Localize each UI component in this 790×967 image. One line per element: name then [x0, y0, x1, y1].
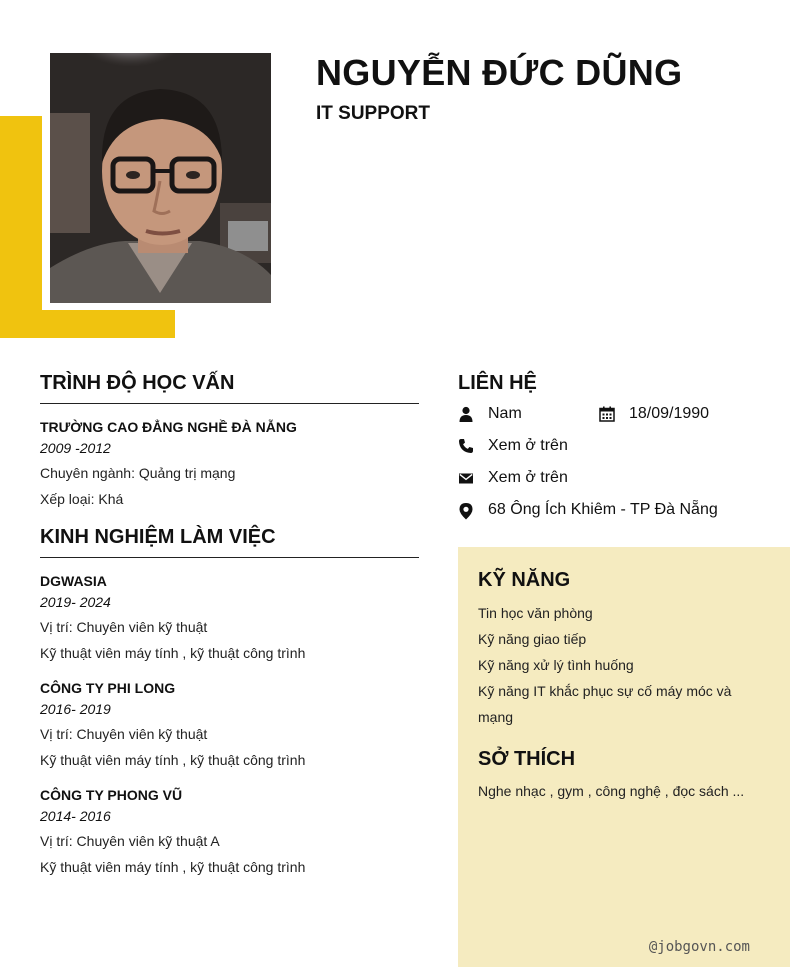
calendar-icon: [599, 406, 615, 422]
phone-value: Xem ở trên: [488, 437, 568, 454]
mail-icon: [458, 470, 474, 486]
work-description: Kỹ thuật viên máy tính , kỹ thuật công trình: [40, 645, 306, 661]
work-position: Vị trí: Chuyên viên kỹ thuật A: [40, 833, 220, 849]
work-years: 2016- 2019: [40, 701, 111, 717]
skill-item: Tin học văn phòng: [478, 605, 593, 621]
contact-gender-row: [458, 405, 522, 423]
skill-item: Kỹ năng IT khắc phục sự cố máy móc và mạng: [478, 683, 732, 725]
contact-heading: LIÊN HỆ: [458, 372, 537, 394]
candidate-job-title: IT SUPPORT: [316, 103, 431, 124]
company-name: CÔNG TY PHI LONG: [40, 680, 176, 696]
profile-photo: [50, 53, 271, 303]
accent-bar-vertical: [0, 116, 42, 338]
person-icon: [458, 406, 474, 422]
phone-icon: [458, 438, 474, 454]
address-value: 68 Ông Ích Khiêm - TP Đà Nẵng: [488, 501, 718, 518]
skill-item: Kỹ năng xử lý tình huống: [478, 657, 634, 673]
location-pin-icon: [458, 502, 474, 518]
company-name: DGWASIA: [40, 573, 107, 589]
birthday-value: 18/09/1990: [629, 405, 710, 422]
experience-heading: KINH NGHIỆM LÀM VIỆC: [40, 526, 419, 558]
skills-panel: [458, 547, 790, 967]
hobbies-text: Nghe nhạc , gym , công nghệ , đọc sách ...: [478, 783, 745, 799]
work-position: Vị trí: Chuyên viên kỹ thuật: [40, 619, 208, 635]
education-heading: TRÌNH ĐỘ HỌC VẤN: [40, 372, 419, 404]
contact-phone-row: [458, 437, 568, 455]
education-major: Chuyên ngành: Quảng trị mạng: [40, 465, 236, 481]
experience-entry: [40, 572, 419, 666]
work-description: Kỹ thuật viên máy tính , kỹ thuật công trình: [40, 859, 306, 875]
watermark: @jobgovn.com: [648, 939, 750, 955]
accent-bar-horizontal: [0, 310, 175, 338]
experience-entry: [40, 679, 419, 773]
gender-value: Nam: [488, 405, 522, 422]
candidate-name: NGUYỄN ĐỨC DŨNG: [316, 52, 683, 93]
contact-address-row: [458, 501, 718, 519]
education-entry: [40, 418, 419, 512]
education-grade: Xếp loại: Khá: [40, 491, 124, 507]
work-years: 2019- 2024: [40, 594, 111, 610]
work-position: Vị trí: Chuyên viên kỹ thuật: [40, 726, 208, 742]
email-value: Xem ở trên: [488, 469, 568, 486]
experience-entry: [40, 786, 419, 880]
skills-list: [478, 600, 770, 730]
contact-section: [458, 372, 790, 395]
education-years: 2009 -2012: [40, 440, 111, 456]
contact-birthday-row: [599, 405, 709, 423]
work-description: Kỹ thuật viên máy tính , kỹ thuật công trình: [40, 752, 306, 768]
contact-email-row: [458, 469, 568, 487]
company-name: CÔNG TY PHONG VŨ: [40, 787, 183, 803]
skill-item: Kỹ năng giao tiếp: [478, 631, 587, 647]
work-years: 2014- 2016: [40, 808, 111, 824]
left-column: [40, 372, 419, 880]
skills-heading: KỸ NĂNG: [478, 569, 571, 591]
hobbies-heading: SỞ THÍCH: [478, 748, 576, 770]
school-name: TRƯỜNG CAO ĐẲNG NGHỀ ĐÀ NẴNG: [40, 419, 297, 435]
